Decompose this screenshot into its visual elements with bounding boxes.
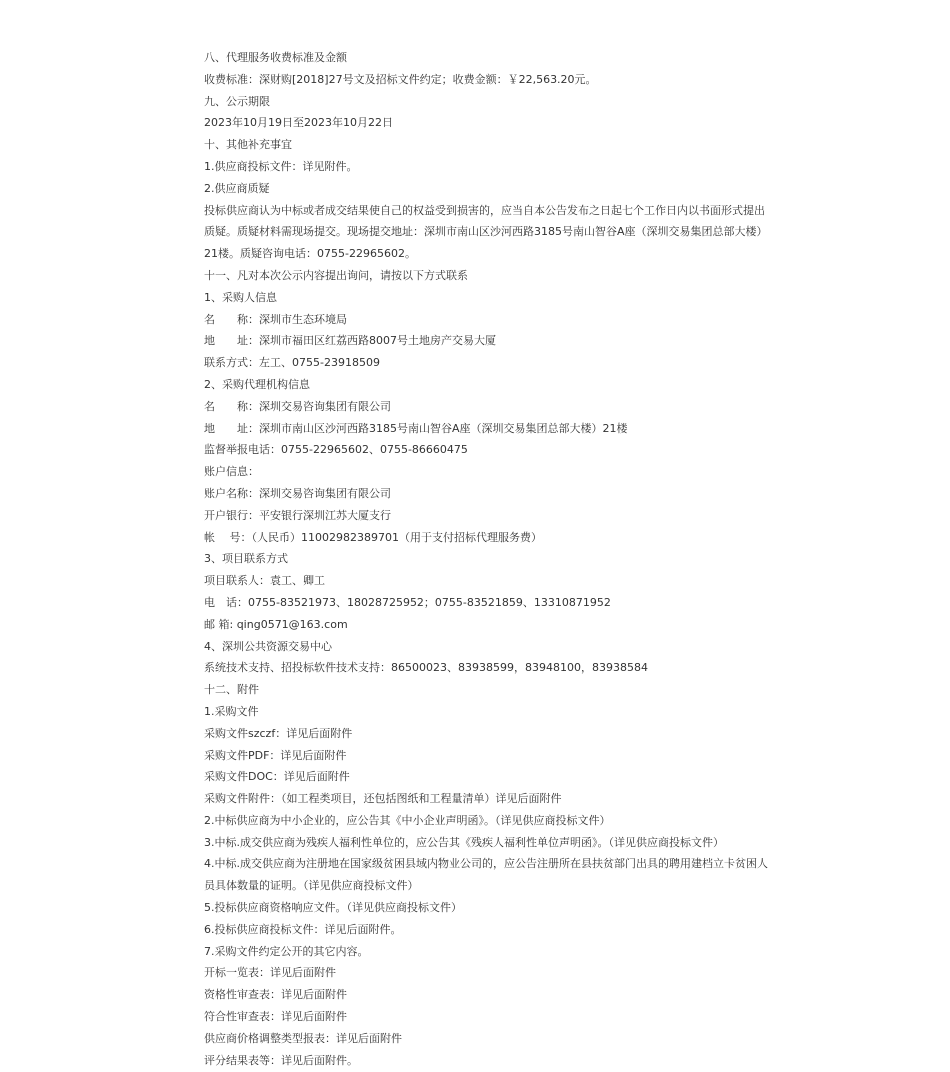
account-info-heading: 账户信息： [204, 465, 259, 479]
section-heading-fee: 八、代理服务收费标准及金额 [204, 51, 347, 64]
purchaser-info-heading: 1、采购人信息 [204, 290, 277, 304]
account-bank: 开户银行：平安银行深圳江苏大厦支行 [204, 508, 391, 522]
attachment-poverty-proof: 4.中标.成交供应商为注册地在国家级贫困县域内物业公司的，应公告注册所在县扶贫部门出具的聘用建档立卡贫困人员具体数量的证明。（详见供应商投标文件） [204, 857, 768, 893]
publicity-period-text: 2023年10月19日至2023年10月22日 [204, 116, 393, 130]
attachment-disability-declaration: 3.中标.成交供应商为残疾人福利性单位的，应公告其《残疾人福利性单位声明函》。（详见供应商投标文件） [204, 835, 724, 849]
section-heading-publicity-period: 九、公示期限 [204, 94, 270, 108]
agency-info-heading: 2、采购代理机构信息 [204, 377, 310, 391]
fee-standard-text: 收费标准：深财购[2018]27号文及招标文件约定；收费金额：￥22,563.20元。 [204, 72, 597, 86]
purchaser-name: 名 称：深圳市生态环境局 [204, 312, 347, 326]
attachment-qualification-review: 资格性审查表：详见后面附件 [204, 988, 347, 1002]
tech-support-phone: 系统技术支持、招投标软件技术支持：86500023、83938599，83948100，83938584 [204, 661, 648, 675]
attachment-bid-documents: 6.投标供应商投标文件：详见后面附件。 [204, 922, 402, 936]
attachment-score-results: 评分结果表等：详见后面附件。 [204, 1053, 358, 1067]
attachment-pdf: 采购文件PDF：详见后面附件 [204, 748, 347, 762]
attachment-other-content: 7.采购文件约定公开的其它内容。 [204, 944, 369, 958]
section-heading-other-matters: 十、其他补充事宜 [204, 138, 292, 152]
supplier-query-text: 投标供应商认为中标或者成交结果使自己的权益受到损害的，应当自本公告发布之日起七个工作日内以书面形式提出质疑。质疑材料需现场提交。现场提交地址：深圳市南山区沙河西路3185号南山智谷A座（深圳交易集团总部大楼）21楼。质疑咨询电话：0755-22965602。 [204, 203, 768, 261]
attachment-szczf: 采购文件szczf：详见后面附件 [204, 726, 353, 740]
announcement-body [204, 47, 774, 1071]
project-contact-person: 项目联系人：袁工、卿工 [204, 574, 325, 588]
supplier-query-heading: 2.供应商质疑 [204, 181, 270, 195]
project-contact-heading: 3、项目联系方式 [204, 552, 288, 566]
attachment-bid-opening-list: 开标一览表：详见后面附件 [204, 966, 336, 980]
supplier-bid-docs-text: 1.供应商投标文件：详见附件。 [204, 159, 358, 173]
account-name: 账户名称：深圳交易咨询集团有限公司 [204, 486, 391, 500]
attachment-extra: 采购文件附件：（如工程类项目，还包括图纸和工程量清单）详见后面附件 [204, 792, 562, 806]
attachment-conformity-review: 符合性审查表：详见后面附件 [204, 1010, 347, 1024]
project-contact-phone: 电 话：0755-83521973、18028725952；0755-83521859、13310871952 [204, 595, 611, 609]
section-heading-contact: 十一、凡对本次公示内容提出询问，请按以下方式联系 [204, 268, 468, 282]
agency-name: 名 称：深圳交易咨询集团有限公司 [204, 399, 391, 413]
attachment-price-adjustment: 供应商价格调整类型报表：详见后面附件 [204, 1031, 402, 1045]
purchaser-address: 地 址：深圳市福田区红荔西路8007号土地房产交易大厦 [204, 334, 496, 348]
project-contact-email: 邮 箱: qing0571@163.com [204, 617, 348, 631]
attachment-qualification-response: 5.投标供应商资格响应文件。（详见供应商投标文件） [204, 901, 462, 915]
section-heading-attachments: 十二、附件 [204, 683, 259, 697]
supervision-phone: 监督举报电话：0755-22965602、0755-86660475 [204, 443, 468, 457]
attachment-doc: 采购文件DOC：详见后面附件 [204, 770, 350, 784]
agency-address: 地 址：深圳市南山区沙河西路3185号南山智谷A座（深圳交易集团总部大楼）21楼 [204, 421, 628, 435]
attachment-sme-declaration: 2.中标供应商为中小企业的，应公告其《中小企业声明函》。（详见供应商投标文件） [204, 813, 611, 827]
account-number: 帐 号：（人民币）11002982389701（用于支付招标代理服务费） [204, 530, 542, 544]
purchaser-contact: 联系方式：左工、0755-23918509 [204, 356, 380, 370]
trading-center-heading: 4、深圳公共资源交易中心 [204, 639, 332, 653]
attachment-procurement-docs: 1.采购文件 [204, 704, 259, 718]
